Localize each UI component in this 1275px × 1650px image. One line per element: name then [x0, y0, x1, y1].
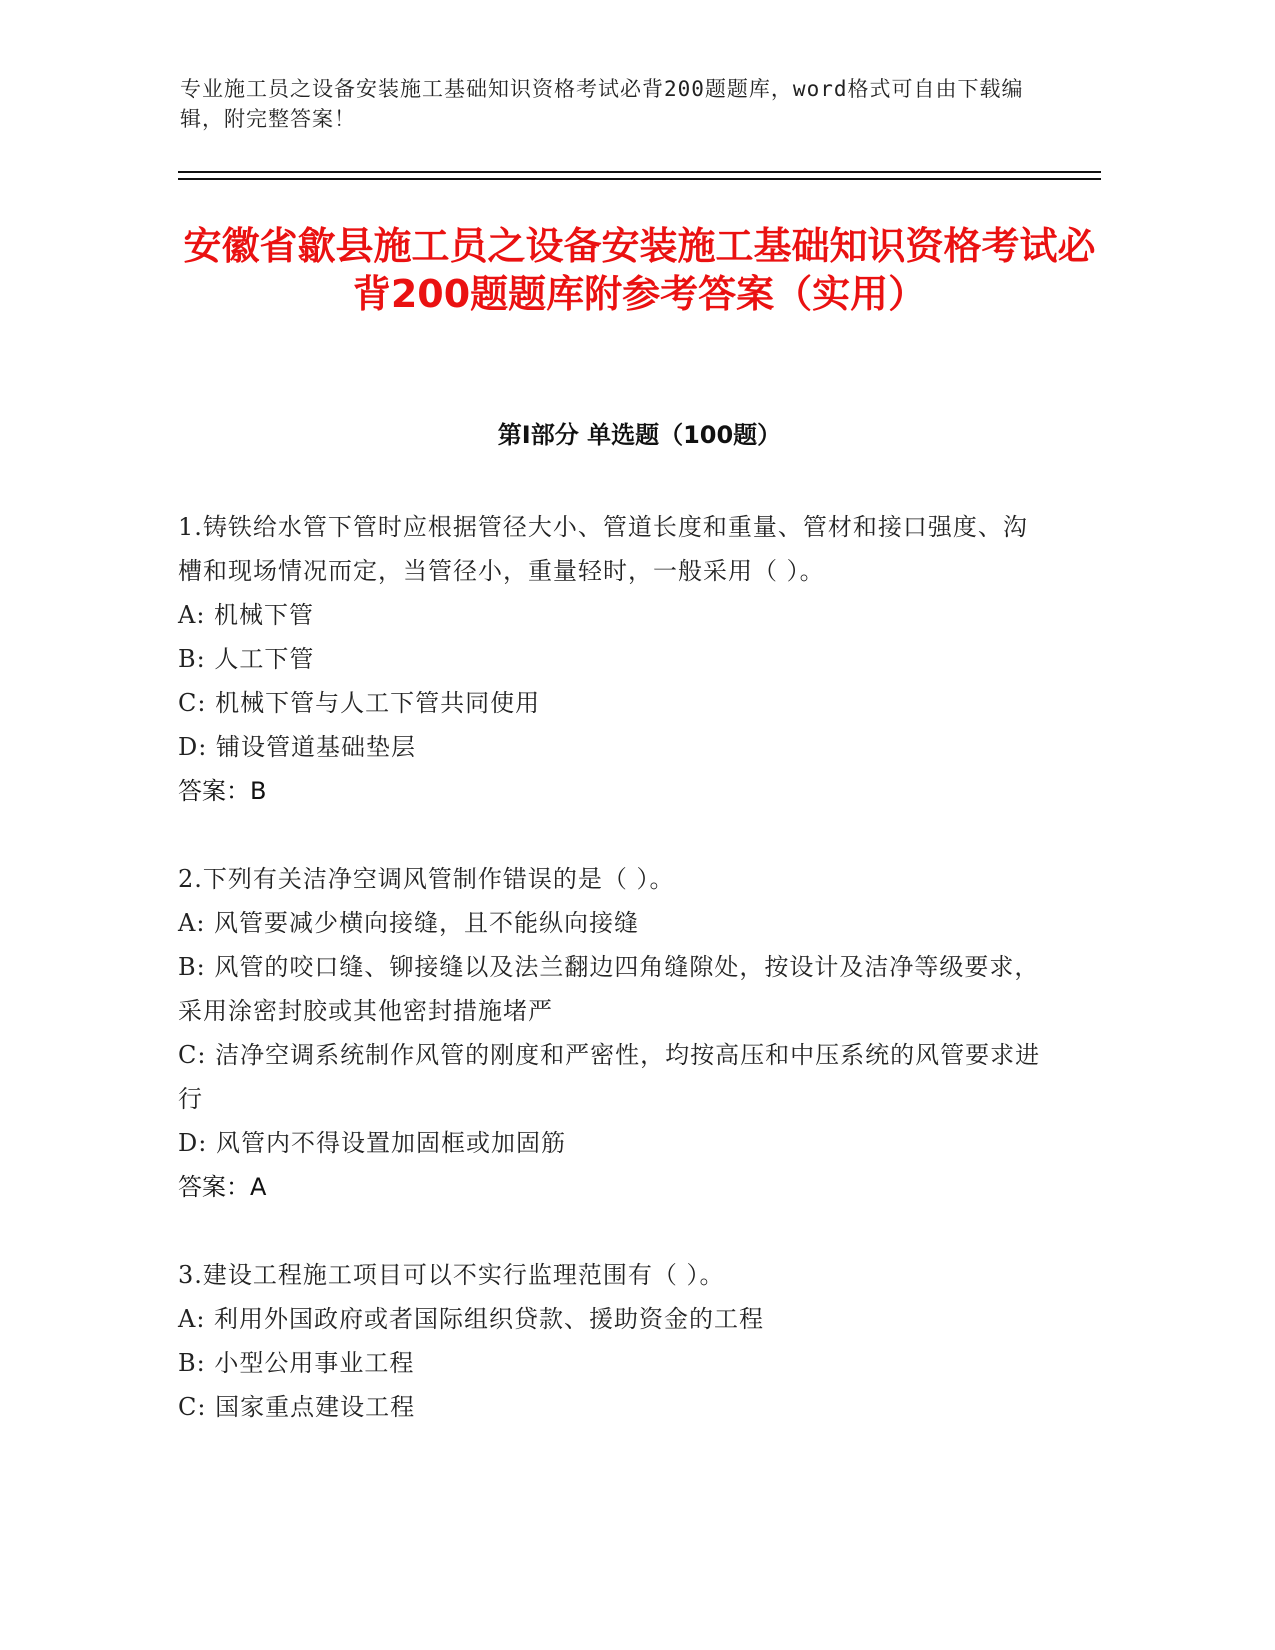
answer-label: 答案： [178, 777, 250, 805]
option-d: D: 铺设管道基础垫层 [178, 733, 416, 761]
option-b: B: 人工下管 [178, 645, 315, 673]
option-c: C: 洁净空调系统制作风管的刚度和严密性，均按高压和中压系统的风管要求进行 [178, 1041, 1041, 1113]
section-heading: 第I部分 单选题（100题） [497, 421, 782, 449]
option-b: B: 小型公用事业工程 [178, 1349, 415, 1377]
answer-value: A [250, 1173, 267, 1201]
option-d: D: 风管内不得设置加固框或加固筋 [178, 1129, 566, 1157]
document-title: 安徽省歙县施工员之设备安装施工基础知识资格考试必背200题题库附参考答案（实用） [183, 224, 1096, 316]
question-stem: 1.铸铁给水管下管时应根据管径大小、管道长度和重量、管材和接口强度、沟槽和现场情况而定，当管径小，重量轻时，一般采用（ ）。 [178, 513, 1028, 585]
answer-line [178, 1165, 1043, 1209]
question-2 [178, 857, 1043, 1209]
question-3 [178, 1253, 1043, 1429]
option-a: A: 机械下管 [178, 601, 315, 629]
answer-line [178, 769, 1043, 813]
option-a: A: 利用外国政府或者国际组织贷款、援助资金的工程 [178, 1305, 765, 1333]
question-stem: 3.建设工程施工项目可以不实行监理范围有（ ）。 [178, 1261, 725, 1289]
option-c: C: 国家重点建设工程 [178, 1393, 416, 1421]
option-b: B: 风管的咬口缝、铆接缝以及法兰翻边四角缝隙处，按设计及洁净等级要求，采用涂密封胶或其他密封措施堵严 [178, 953, 1040, 1025]
question-stem: 2.下列有关洁净空调风管制作错误的是（ ）。 [178, 865, 675, 893]
header-note: 专业施工员之设备安装施工基础知识资格考试必背200题题库，word格式可自由下载编辑，附完整答案！ [180, 77, 1024, 131]
option-a: A: 风管要减少横向接缝，且不能纵向接缝 [178, 909, 640, 937]
header-divider-top [178, 171, 1101, 173]
option-c: C: 机械下管与人工下管共同使用 [178, 689, 541, 717]
answer-value: B [250, 777, 267, 805]
question-1 [178, 505, 1043, 813]
question-list [178, 505, 1043, 1473]
answer-label: 答案： [178, 1173, 250, 1201]
header-divider-bottom [178, 178, 1101, 180]
